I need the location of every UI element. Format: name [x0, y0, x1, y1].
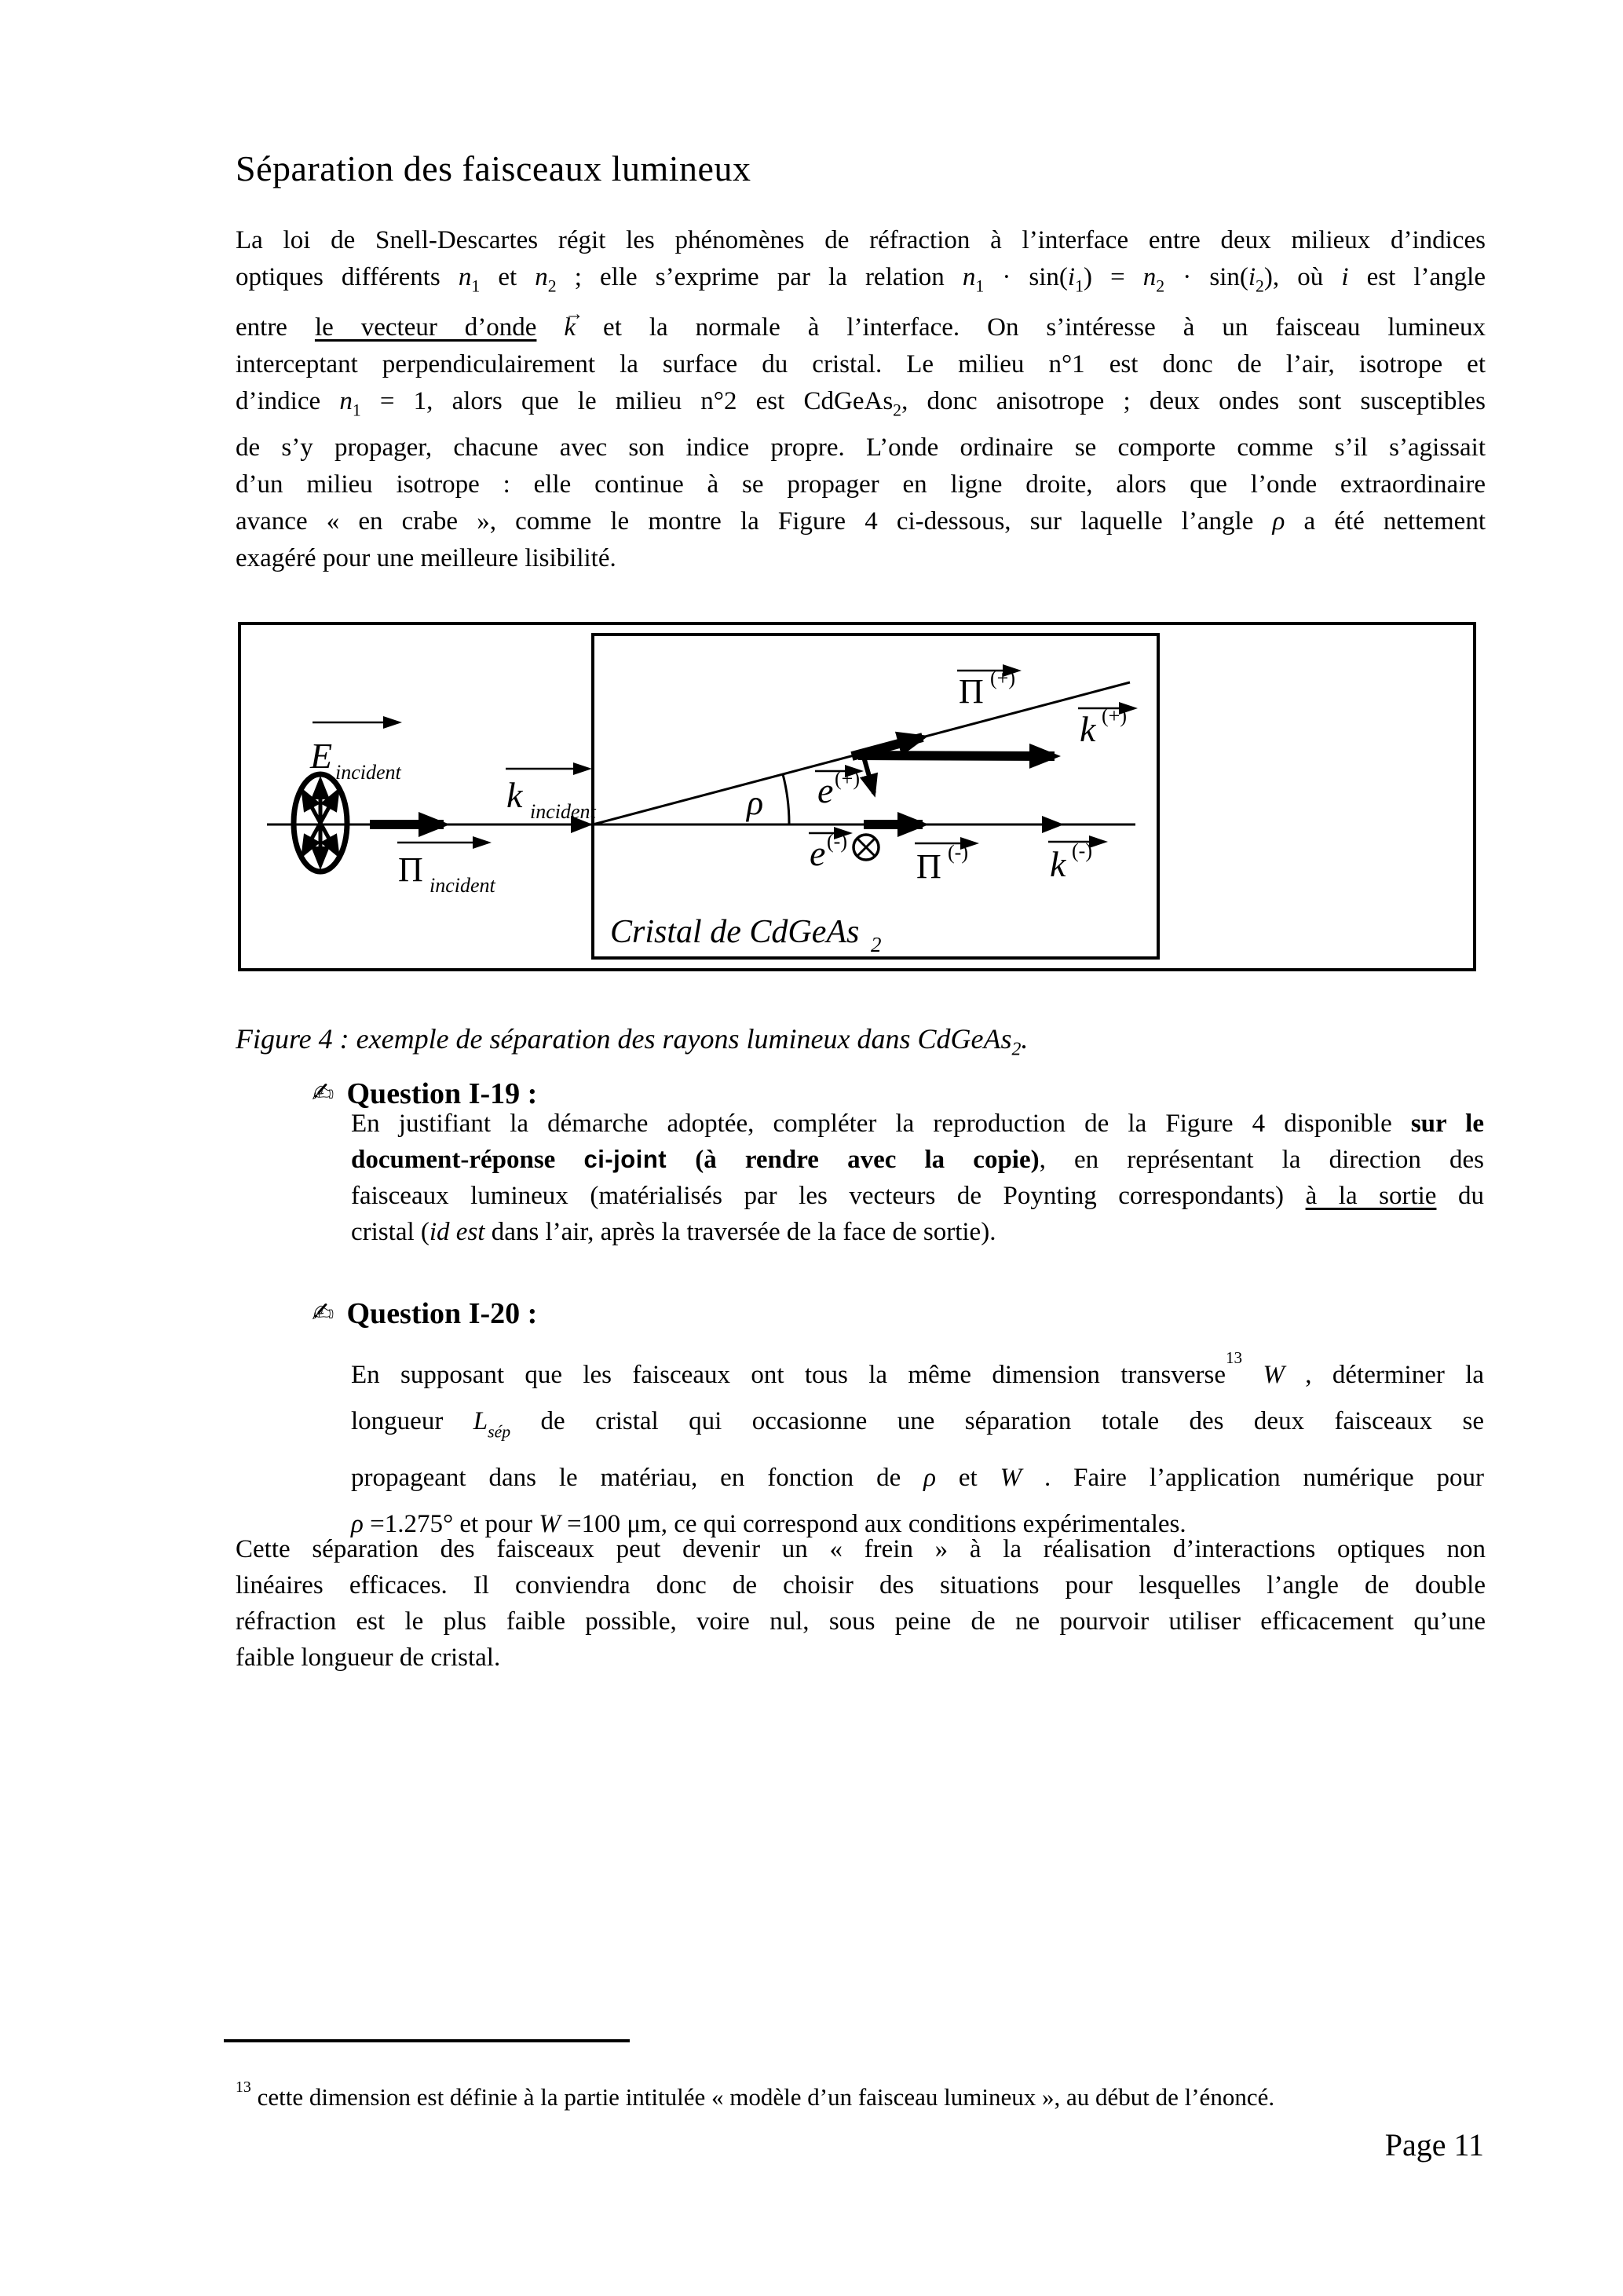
text-line: exagéré pour une meilleure lisibilité.: [236, 543, 616, 572]
e-plus-label-sup: (+): [835, 767, 860, 790]
intro-paragraph: [236, 222, 1486, 577]
text-line: $^{13}$ cette dimension est définie à la partie intitulée « modèle d’un faisceau lumineux », au début de l’énoncé.: [236, 2078, 1275, 2111]
text-line: propageant dans le matériau, en fonction de ρ et W . Faire l’application numérique pour: [351, 1464, 1484, 1493]
question-I-20-title: Question I-20 :: [346, 1297, 538, 1330]
text-line: Cette séparation des faisceaux peut devenir un « frein » à la réalisation d’interactions optiques non: [236, 1535, 1486, 1563]
question-I-19-body: [351, 1106, 1484, 1250]
text-line: cristal (id est dans l’air, après la traversée de la face de sortie).: [351, 1218, 996, 1246]
k-incident-label: k: [506, 775, 523, 815]
pencil-icon: ✍: [312, 1077, 334, 1109]
crystal-label-sub: 2: [871, 933, 882, 956]
k-incident-label-sub: incident: [530, 800, 596, 823]
text-line: optiques différents $n_1$ et $n_2$ ; elle s’exprime par la relation $n_1 \cdot \sin(i_1) = n_2 \cdot \sin(i_2)$, où i est l’angle: [236, 263, 1486, 296]
pi-incident-label-sub: incident: [430, 874, 495, 897]
text-line: de s’y propager, chacune avec son indice propre. L’onde ordinaire se comporte comme s’il s’agissait: [236, 433, 1486, 462]
E-incident-label-sub: incident: [335, 761, 401, 784]
text-line: d’indice $n_1 = 1$, alors que le milieu n°2 est CdGeAs$_2$, donc anisotrope ; deux ondes sont susceptibles: [236, 387, 1486, 420]
figure-4-diagram: [238, 622, 1476, 971]
crystal-box: [593, 634, 1158, 958]
pi-plus-label: Π: [959, 672, 984, 711]
text-line: longueur $L_{sép}$ de cristal qui occasionne une séparation totale des deux faisceaux se: [351, 1406, 1484, 1442]
pi-minus-label-sup: (-): [948, 841, 968, 864]
rho-label: ρ: [747, 784, 764, 822]
k-plus-label: k: [1080, 709, 1096, 749]
E-incident-label: E: [310, 736, 333, 776]
text-line: En supposant que les faisceaux ont tous la même dimension transverse$^{13}$ W , déterminer la: [351, 1348, 1485, 1389]
text-line: entre le vecteur d’onde k → et la normale à l’interface. On s’intéresse à un faisceau lumineux: [236, 305, 1486, 346]
pi-incident-label: Π: [398, 850, 423, 889]
k-plus-arrow: [858, 755, 1055, 756]
crystal-label: Cristal de CdGeAs: [610, 914, 860, 950]
footnote-separator: [224, 2039, 630, 2042]
axis-arrowhead-right: [1042, 816, 1064, 833]
text-line: ρ =1.275° et pour W =100 μm, ce qui correspond aux conditions expérimentales.: [351, 1510, 1186, 1539]
text-line: document-réponse ci-joint (à rendre avec la copie), en représentant la direction des: [351, 1146, 1485, 1174]
question-I-19-title: Question I-19 :: [346, 1077, 538, 1110]
question-I-20-body: [351, 1335, 1484, 1548]
e-plus-polarization-arrow: [864, 757, 874, 793]
rho-angle-arc: [783, 774, 789, 824]
k-minus-label: k: [1050, 844, 1066, 884]
k-plus-label-sup: (+): [1102, 704, 1127, 727]
text-line: linéaires efficaces. Il conviendra donc de choisir des situations pour lesquelles l’angle de double: [236, 1571, 1486, 1600]
question-I-20-heading: [312, 1296, 537, 1333]
e-minus-label: e: [810, 833, 826, 873]
e-plus-label: e: [817, 770, 834, 810]
text-line: avance « en crabe », comme le montre la Figure 4 ci-dessous, sur laquelle l’angle ρ a été nettement: [236, 506, 1486, 536]
pencil-icon: ✍: [312, 1297, 334, 1329]
pi-minus-label: Π: [916, 847, 941, 886]
e-minus-label-sup: (-): [827, 830, 847, 853]
figure-caption: [236, 1021, 1486, 1067]
text-line: faisceaux lumineux (matérialisés par les vecteurs de Poynting correspondants) à la sortie du: [351, 1182, 1484, 1210]
text-line: La loi de Snell-Descartes régit les phénomènes de réfraction à l’interface entre deux milieux d’indices: [236, 226, 1486, 254]
pi-plus-label-sup: (+): [990, 667, 1015, 689]
text-line: faible longueur de cristal.: [236, 1643, 501, 1672]
text-line: interceptant perpendiculairement la surface du cristal. Le milieu n°1 est donc de l’air, isotrope et: [236, 350, 1486, 379]
closing-paragraph: [236, 1531, 1486, 1676]
page-title: Séparation des faisceaux lumineux: [236, 148, 751, 188]
text-line: Figure 4 : exemple de séparation des rayons lumineux dans CdGeAs$_2$.: [236, 1023, 1029, 1060]
text-line: réfraction est le plus faible possible, voire nul, sous peine de ne pourvoir utiliser efficacement qu’une: [236, 1607, 1486, 1636]
footnote-text: [236, 2071, 1492, 2113]
page-number: Page 11: [1384, 2127, 1484, 2163]
text-line: En justifiant la démarche adoptée, compléter la reproduction de la Figure 4 disponible sur le: [351, 1110, 1485, 1138]
k-minus-label-sup: (-): [1072, 839, 1092, 862]
text-line: d’un milieu isotrope : elle continue à se propager en ligne droite, alors que l’onde extraordinaire: [236, 470, 1486, 499]
